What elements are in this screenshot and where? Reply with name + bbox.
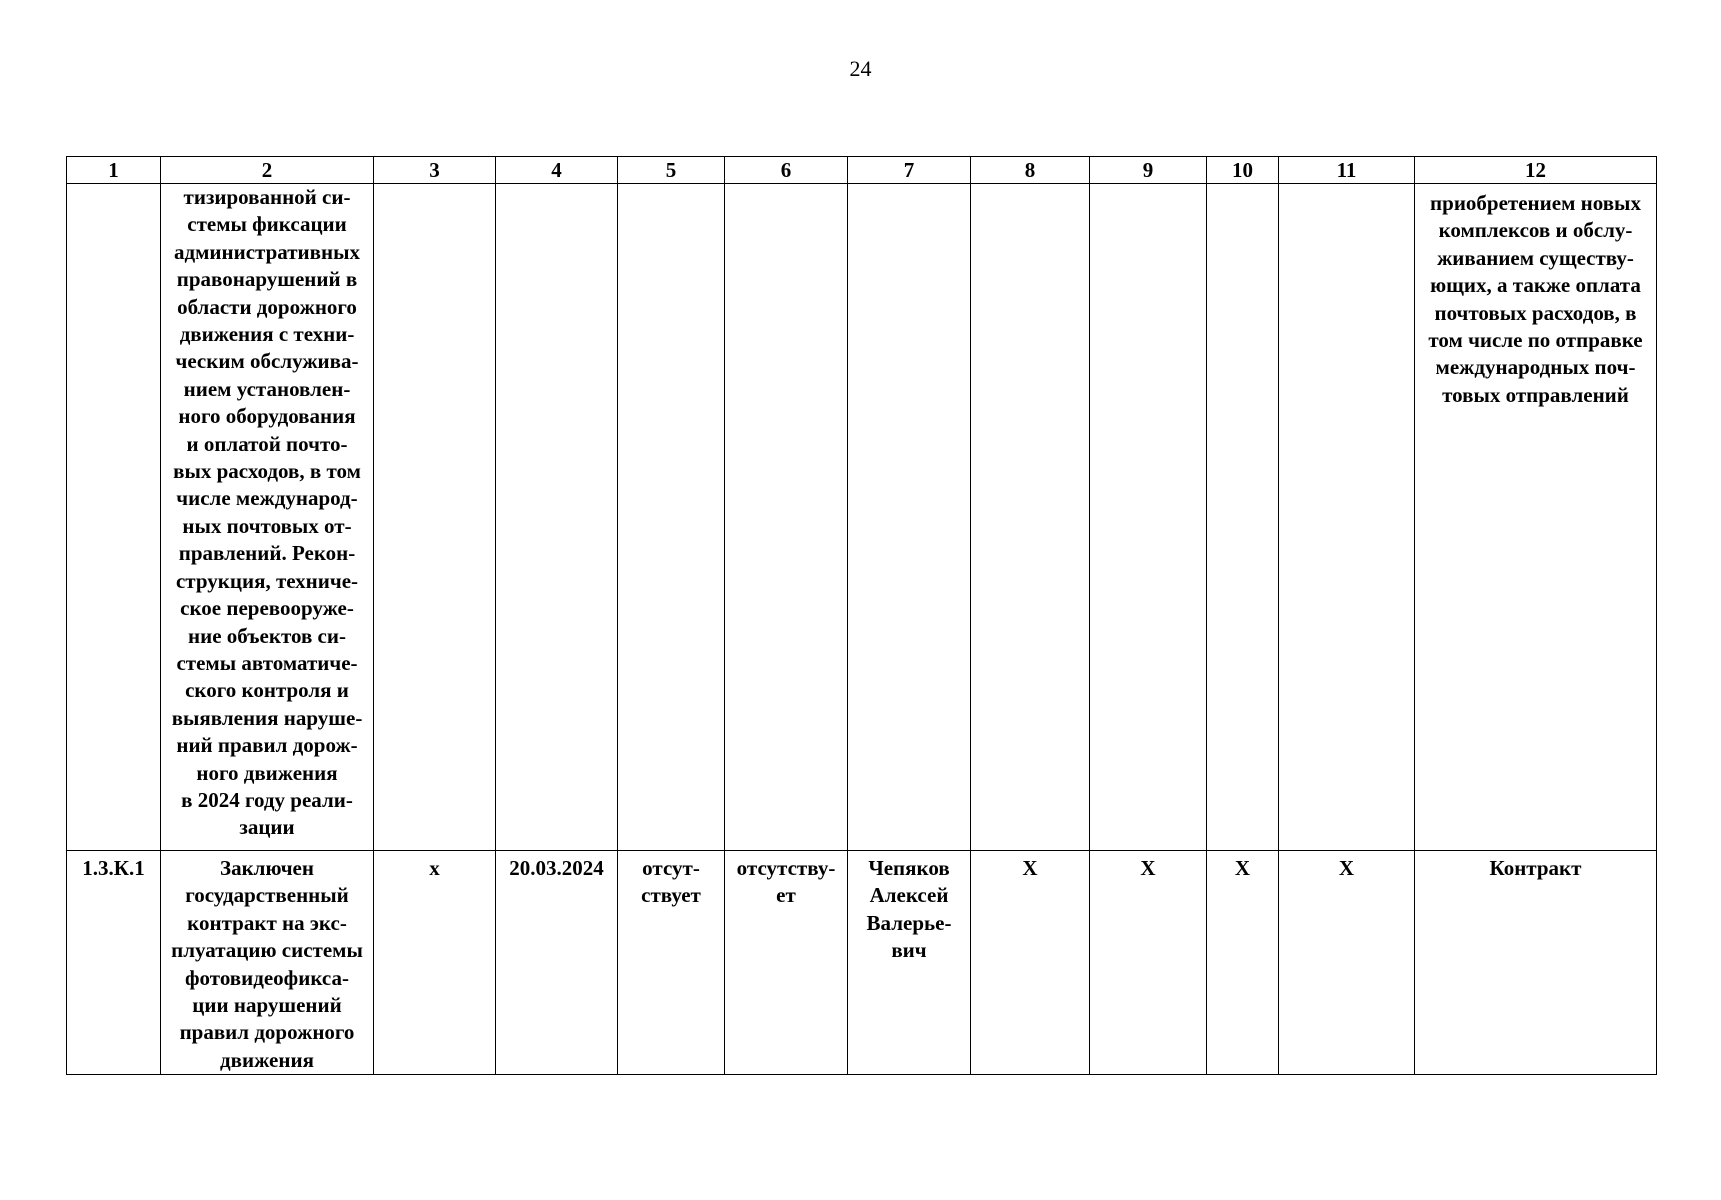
header-col-12: 12 <box>1415 157 1657 184</box>
cell-col-6 <box>725 851 848 1075</box>
header-col-8: 8 <box>971 157 1090 184</box>
cell-col-11: Х <box>1279 851 1415 1075</box>
table-header-row <box>67 157 1657 184</box>
col-6-text: отсутству- ет <box>736 856 836 908</box>
cell-col-9: Х <box>1090 851 1207 1075</box>
header-col-2: 2 <box>161 157 374 184</box>
notes-continued-text: приобретением новых комплексов и обслу- живанием существу- ющих, а также оплата почтовых расходов, в том числе по отправке международных поч- товых отправлений <box>1428 191 1643 407</box>
cell-item-number: 1.3.К.1 <box>67 851 161 1075</box>
header-col-9: 9 <box>1090 157 1207 184</box>
cell-col-5 <box>618 851 725 1075</box>
description-continued-text: тизированной си- стемы фиксации административных правонарушений в области дорожного движения с техни- ческим обслужива- нием установлен- ного оборудования и оплатой почто- вых расходов, в том числе международ- ных почтовых от- правлений. Рекон- струкция, техниче- ское перевооруже- ние объектов си- стемы автоматиче- ского контроля и выявления наруше- ний правил дорож- ного движения в 2024 году реали- зации <box>171 185 363 840</box>
cell-date: 20.03.2024 <box>496 851 618 1075</box>
page-number: 24 <box>849 56 872 81</box>
table-row <box>67 851 1657 1075</box>
cell-empty <box>725 184 848 851</box>
header-col-3: 3 <box>374 157 496 184</box>
cell-empty <box>971 184 1090 851</box>
header-col-6: 6 <box>725 157 848 184</box>
cell-notes: Контракт <box>1415 851 1657 1075</box>
cell-empty <box>618 184 725 851</box>
cell-description-continued <box>161 184 374 851</box>
header-col-11: 11 <box>1279 157 1415 184</box>
cell-description <box>161 851 374 1075</box>
header-col-5: 5 <box>618 157 725 184</box>
cell-empty <box>1207 184 1279 851</box>
responsible-text: Чепяков Алексей Валерье- вич <box>866 856 952 963</box>
cell-empty <box>848 184 971 851</box>
cell-notes-continued <box>1415 184 1657 851</box>
cell-empty <box>67 184 161 851</box>
cell-col-3: х <box>374 851 496 1075</box>
cell-col-8: Х <box>971 851 1090 1075</box>
description-text: Заключен государственный контракт на экс- плуатацию системы фотовидеофикса- ции нарушений правил дорожного движения <box>171 856 363 1072</box>
cell-empty <box>1279 184 1415 851</box>
header-col-1: 1 <box>67 157 161 184</box>
header-col-10: 10 <box>1207 157 1279 184</box>
document-table <box>66 156 1657 1075</box>
cell-col-10: Х <box>1207 851 1279 1075</box>
cell-empty <box>1090 184 1207 851</box>
cell-empty <box>374 184 496 851</box>
cell-responsible <box>848 851 971 1075</box>
header-col-7: 7 <box>848 157 971 184</box>
cell-empty <box>496 184 618 851</box>
col-5-text: отсут- ствует <box>641 856 701 908</box>
table-row-continuation <box>67 184 1657 851</box>
header-col-4: 4 <box>496 157 618 184</box>
